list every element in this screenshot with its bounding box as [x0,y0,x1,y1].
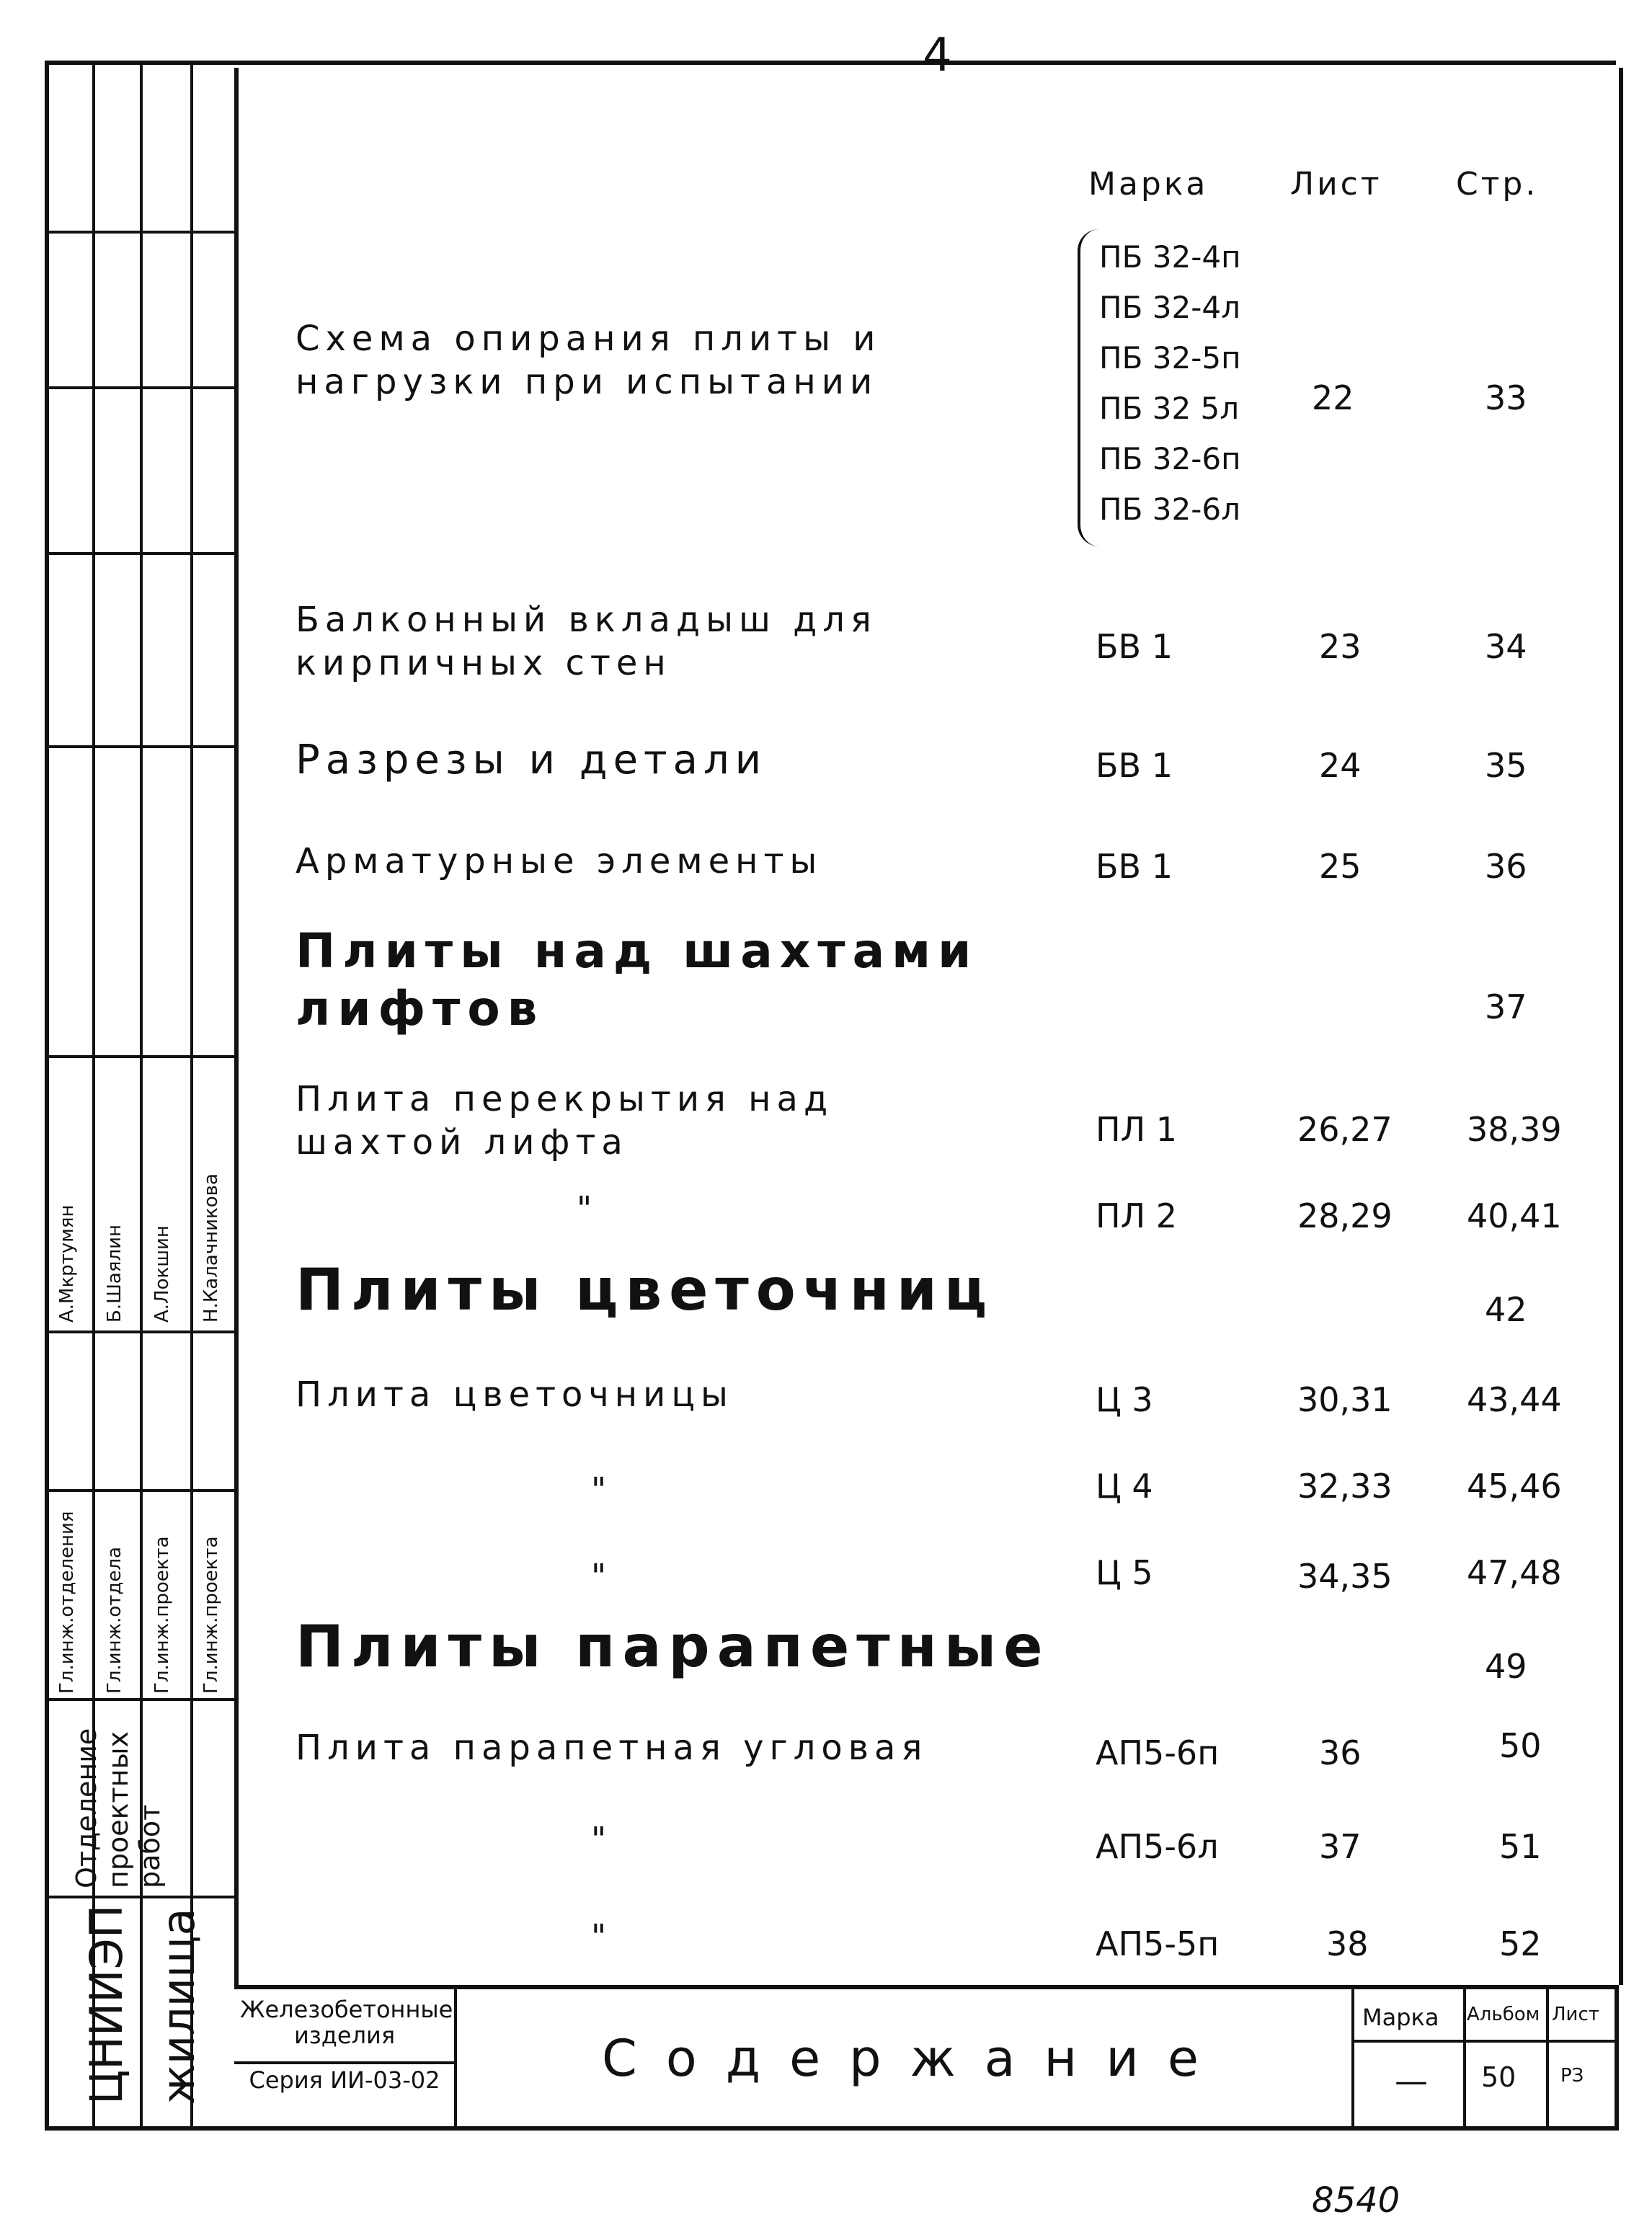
row-title: Арматурные элементы [296,841,823,881]
mark-item: ПБ 32-4л [1099,290,1240,325]
album-value: 50 [1481,2061,1516,2093]
mark-value: — [1395,2061,1428,2100]
row-mark: БВ 1 [1096,847,1173,886]
row-sheet: 24 [1319,746,1362,785]
stamp-divider [1463,1989,1466,2126]
org-label: ЦНИИЭП жилища [80,1904,205,2105]
row-page: 43,44 [1467,1380,1562,1419]
name-4: Н.Калачникова [200,1173,222,1323]
row-page: 33 [1485,378,1527,417]
row-sheet: 37 [1319,1827,1362,1866]
mark-item: ПБ 32-5п [1099,340,1241,376]
mark-label: Марка [1362,2004,1439,2031]
mark-item: ПБ 32-6п [1099,441,1241,476]
ditto-mark: " [591,1917,607,1956]
row-sheet: 36 [1319,1733,1362,1772]
name-3: А.Локшин [151,1225,173,1323]
row-sheet: 25 [1319,847,1362,886]
row-mark: БВ 1 [1096,627,1173,666]
brace [1078,229,1101,546]
row-page: 42 [1485,1290,1527,1329]
row-page: 38,39 [1467,1110,1562,1149]
row-mark: ПЛ 2 [1096,1196,1178,1235]
strip-row-line [49,231,239,234]
row-page: 50 [1499,1726,1542,1765]
mark-item: ПБ 32 5л [1099,391,1240,426]
row-title: Плита цветочницы [296,1374,734,1415]
strip-row-line [49,1055,239,1058]
row-page: 34 [1485,627,1527,666]
role-3: Гл.инж.проекта [151,1536,173,1694]
stamp-divider [1351,2040,1615,2043]
stamp-left-box [234,1989,457,2126]
document-title: Содержание [602,2029,1227,2088]
mark-item: ПБ 32-4п [1099,239,1241,275]
frame-top [45,61,1616,65]
strip-row-line [49,745,239,748]
row-sheet: 32,33 [1297,1467,1393,1506]
row-sheet: 38 [1326,1924,1369,1963]
row-page: 51 [1499,1827,1542,1866]
header-sheet: Лист [1290,166,1382,203]
page-number: 4 [923,29,952,82]
row-page: 47,48 [1467,1553,1562,1592]
row-mark: Ц 3 [1096,1380,1153,1419]
ditto-mark: " [577,1189,592,1228]
left-strip [45,61,239,2131]
row-page: 45,46 [1467,1467,1562,1506]
role-2: Гл.инж.отдела [104,1547,125,1694]
section-heading: Плиты парапетные [296,1613,1050,1680]
strip-row-line [49,1896,239,1898]
row-page: 37 [1485,987,1527,1026]
row-sheet: 26,27 [1297,1110,1393,1149]
strip-row-line [49,386,239,389]
role-1: Гл.инж.отделения [56,1511,78,1694]
sheet-label: Лист [1552,2004,1599,2025]
archive-number: 8540 [1312,2180,1400,2221]
section-heading: Плиты цветочниц [296,1256,995,1323]
marks-list [1099,232,1241,535]
row-page: 35 [1485,746,1527,785]
row-title: Плита перекрытия над шахтой лифта [296,1079,834,1163]
row-title: Схема опирания плиты и нагрузки при испытании [296,319,881,402]
row-title: Плита парапетная угловая [296,1728,928,1768]
row-mark: БВ 1 [1096,746,1173,785]
sheet-value: РЗ [1560,2065,1584,2087]
row-mark: АП5-6л [1096,1827,1219,1866]
product-label: Железобетонные изделия [240,1996,453,2049]
section-heading: Плиты над шахтами лифтов [296,923,979,1036]
strip-row-line [49,1489,239,1492]
row-sheet: 22 [1312,378,1354,417]
row-title: Разрезы и детали [296,737,768,783]
strip-row-line [49,1698,239,1701]
strip-divider [190,65,193,2126]
header-mark: Марка [1088,166,1209,203]
row-mark: ПЛ 1 [1096,1110,1178,1149]
row-title: Балконный вкладыш для кирпичных стен [296,600,877,683]
mark-item: ПБ 32-6л [1099,492,1240,527]
header-page: Стр. [1456,166,1539,203]
row-page: 49 [1485,1647,1527,1686]
ditto-mark: " [591,1470,607,1509]
row-mark: АП5-5п [1096,1924,1220,1963]
stamp-divider [234,2061,454,2064]
ditto-mark: " [591,1557,607,1596]
row-page: 36 [1485,847,1527,886]
stamp-divider [1351,1989,1354,2126]
series-label: Серия ИИ-03-02 [249,2066,440,2094]
role-4: Гл.инж.проекта [200,1536,222,1694]
row-page: 52 [1499,1924,1542,1963]
album-label: Альбом [1467,2004,1540,2025]
row-mark: АП5-6п [1096,1733,1220,1772]
name-1: А.Мкртумян [56,1204,78,1323]
row-sheet: 23 [1319,627,1362,666]
row-mark: Ц 5 [1096,1553,1153,1592]
name-2: Б.Шаялин [104,1225,125,1323]
strip-row-line [49,1331,239,1333]
strip-row-line [49,552,239,555]
title-block [234,1985,1619,2131]
row-sheet: 30,31 [1297,1380,1393,1419]
ditto-mark: " [591,1820,607,1859]
row-page: 40,41 [1467,1196,1562,1235]
row-sheet: 28,29 [1297,1196,1393,1235]
dept-label: Отделение проектных работ [71,1728,166,1888]
row-sheet: 34,35 [1297,1557,1393,1596]
row-mark: Ц 4 [1096,1467,1153,1506]
stamp-divider [1546,1989,1549,2126]
